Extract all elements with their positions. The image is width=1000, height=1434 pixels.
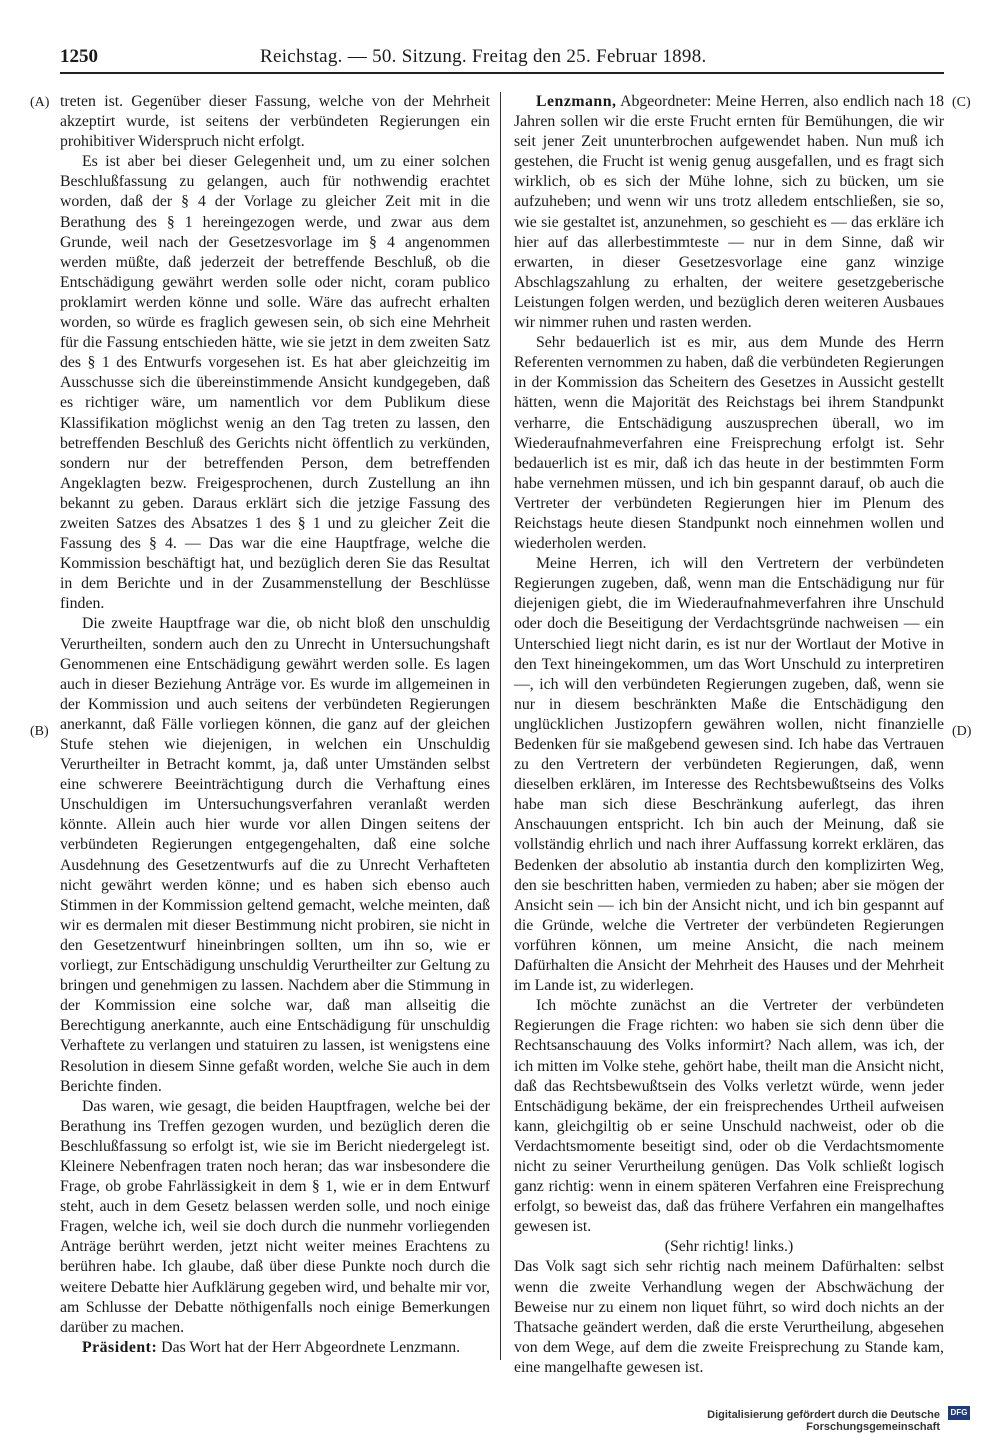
speech-intro-text: Abgeordneter: Meine Herren, also endlich nach 18 Jahren sollen wir die erste Frucht ernten für Bemühungen, die wir seit jener Zeit ununterbrochen aufgewendet haben. Nun muß ich gestehen, die Frucht ist wenig genug ausgefallen, und es fragt sich wirklich, ob es sich der Mühe lohne, sich zu bücken, um sie aufzuheben; und wenn wir uns trotz alledem entschließen, sie so, wie sie gestaltet ist, anzunehmen, so geschieht es — das erkläre ich hier auf das allerbestimmteste — nur in dem Sinne, daß wir erwarten, in dieser Gesetzesvorlage eine ganz winzige Abschlagszahlung zu erhalten, der weitere gesetzgeberische Leistungen folgen werden, und bezüglich deren weiteren Ausbaues wir nimmer ruhen und rasten werden. (514, 93, 944, 332)
paragraph: Ich möchte zunächst an die Vertreter der verbündeten Regierungen die Frage richten: wo haben sie sich denn über die Rechtsanschauung des Volks informirt? Nach allem, was ich, der ich mitten im Volke stehe, gehört habe, theilt man die Ansicht nicht, daß das Rechtsbewußtsein des Volks verletzt würde, wenn jeder Entschädigung bekäme, der ein freisprechendes Urtheil aufweisen kann, gleichgiltig ob er seine Unschuld nachweist, oder ob die Verdachtsmomente beseitigt sind, oder ob die Verdachtsmomente nicht zu seiner Verurtheilung genügen. Das Volk schließt logisch ganz richtig: wenn in einem späteren Verfahren eine Freisprechung erfolgt, so beweist das, daß das frühere Verfahren ein mangelhaftes gewesen ist. (514, 997, 944, 1236)
paragraph: Es ist aber bei dieser Gelegenheit und, um zu einer solchen Beschlußfassung zu gelangen, auch für nothwendig erachtet worden, daß der § 4 der Vorlage zu gleicher Zeit mit in die Berathung des § 1 hereingezogen werde, und zwar aus dem Grunde, weil nach der Gesetzesvorlage im § 4 angenommen werden müßte, daß jederzeit der betreffende Beschluß, ob die Entschädigung gewährt werden solle oder nicht, coram publico proklamirt werden könne und solle. Wäre das aufrecht erhalten worden, so würde es fraglich gewesen sein, ob sich eine Mehrheit für die Fassung entschieden hätte, wie sie jetzt in dem zweiten Satz des § 1 des Entwurfs vorgesehen ist. Es hat aber gleichzeitig im Ausschusse sich die übereinstimmende Ansicht kundgegeben, daß es richtiger wäre, um namentlich vor dem Publikum diese Klassifikation möglichst wenig an den Tag treten zu lassen, den betreffenden Beschluß des Gerichts nicht öffentlich zu verkünden, sondern nur der betreffenden Person, dem betreffenden Angeklagten bezw. Freigesprochenen, durch Zustellung an ihn bekannt zu geben. Daraus erklärt sich die jetzige Fassung des zweiten Satzes des Absatzes 1 des § 1 und zu gleicher Zeit die Fassung des § 4. — Das war die eine Hauptfrage, welche die Kommission beschäftigt hat, und bezüglich deren Sie das Resultat in dem Berichte und in der Zusammenstellung der Beschlüsse finden. (60, 153, 490, 613)
speaker-name: Präsident: (82, 1338, 158, 1356)
dfg-logo: DFG (948, 1406, 970, 1420)
paragraph: Die zweite Hauptfrage war die, ob nicht bloß den unschuldig Verurtheilten, sondern auch den zu Unrecht in Untersuchungshaft Genommenen eine Entschädigung gewährt werden solle. Es lagen auch in dieser Beziehung Anträge vor. Es wurde im allgemeinen in der Kommission und auch seitens der verbündeten Regierungen anerkannt, daß Fälle vorliegen können, die ganz auf der gleichen Stufe stehen wie diejenigen, in welchen ein Unschuldig Verurtheilter in Betracht kommt, ja, daß unter Umständen selbst eine schwerere Beeinträchtigung durch die Verhaftung eines Unschuldigen im Untersuchungsverfahren veranlaßt werden könnte. Allein auch hier wurde vor allen Dingen seitens der verbündeten Regierungen entgegengehalten, daß eine solche Ausdehnung des Gesetzentwurfs auf die zu Unrecht Verhafteten nicht gewährt werden könne; und es haben sich ebenso auch Stimmen in der Kommission geltend gemacht, welche meinten, daß wir es dermalen mit dieser Bestimmung nicht probiren, sie nicht in den Gesetzentwurf hineinbringen sollten, um ihn so, wie er vorliegt, zur Entschädigung unschuldig Verurtheilter zur Geltung zu bringen und genehmigen zu lassen. Nachdem aber die Stimmung in der Kommission eine solche war, daß man allseitig die Berechtigung anerkannte, auch eine Entschädigung für unschuldig Verhaftete zu verlangen und statuiren zu lassen, ist wenigstens eine Resolution in diesem Sinne gefaßt worden, welche Sie auch in dem Berichte finden. (60, 615, 490, 1095)
digitization-credit: Digitalisierung gefördert durch die Deutsche Forschungsgemeinschaft (707, 1409, 940, 1433)
paragraph: Das Volk sagt sich sehr richtig nach meinem Dafürhalten: selbst wenn die zweite Verhandlung wegen der Abschwächung der Beweise nur zu einem non liquet führt, so wird doch nichts an der Thatsache geändert werden, daß die erste Verurtheilung, abgesehen von dem Wege, auf dem die zweite Freisprechung zu Stande kam, eine mangelhafte gewesen ist. (514, 1258, 944, 1376)
paragraph: treten ist. Gegenüber dieser Fassung, welche von der Mehrheit akzeptirt wurde, ist seitens der verbündeten Regierungen ein prohibitiver Widerspruch nicht erfolgt. (60, 93, 490, 151)
speech-intro (514, 92, 944, 333)
speaker-name: Lenzmann, (536, 93, 617, 110)
column-divider (500, 92, 501, 1360)
left-column (60, 92, 490, 1362)
paragraph: Sehr bedauerlich ist es mir, aus dem Munde des Herrn Referenten vernommen zu haben, daß die verbündeten Regierungen in der Kommission das Scheitern des Gesetzes in Aussicht gestellt hätten, wenn die Majorität des Reichstags bei ihrem Standpunkt verharre, die Entschädigung auszusprechen überall, wo im Wiederaufnahmeverfahren eine Freisprechung erfolgt ist. Sehr bedauerlich ist es mir, daß ich das heute in der bestimmten Form habe vernehmen müssen, und ich bin gespannt darauf, ob auch die Vertreter der verbündeten Regierungen hier im Plenum des Reichstags heute diesen Standpunkt noch einnehmen wollen und wiederholen werden. (514, 334, 944, 553)
right-column (514, 92, 944, 1376)
president-paragraph (60, 1338, 490, 1358)
page-number: 1250 (60, 46, 98, 67)
margin-mark-c: (C) (952, 95, 971, 110)
paragraph: Meine Herren, ich will den Vertretern der verbündeten Regierungen zugeben, daß, wenn man die Entschädigung nur für diejenigen giebt, die im Wiederaufnahmeverfahren ihre Unschuld oder doch die Beseitigung der Verdachtsgründe nachweisen — ein Unterschied liegt nicht darin, es ist nur der Wortlaut der Motive in den Text hineingekommen, um das Wort Unschuld zu interpretiren —, ich will den verbündeten Regierungen zugeben, daß, wenn sie nur in diesem beschränkten Maße die Entschädigung den unglücklichen Justizopfern gewähren wollen, nicht finanzielle Bedenken für sie maßgebend gewesen sind. Ich habe das Vertrauen zu den Vertretern der verbündeten Regierungen, daß, wenn dieselben erklären, im Interesse des Rechtsbewußtseins des Volks habe man sich diese Beschränkung auferlegt, das ihren Anschauungen entspricht. Ich bin auch der Meinung, daß sie vollständig ehrlich und nach ihrer Auffassung korrekt erklären, das Bedenken der absolutio ab instantia durch den komplizirten Weg, den sie beschritten haben, vermieden zu haben; aber sie mögen der Ansicht sein — ich bin der Ansicht nicht, und ich bin gespannt auf die Gründe, welche die Vertreter der verbündeten Regierungen vorführen können, um meine Ansicht, die nach meinem Dafürhalten die Ansicht der Mehrheit des Hauses und der Mehrheit im Lande ist, zu widerlegen. (514, 555, 944, 995)
president-text: Das Wort hat der Herr Abgeordnete Lenzmann. (161, 1338, 461, 1356)
interjection: (Sehr richtig! links.) (664, 1238, 794, 1256)
margin-mark-d: (D) (952, 724, 972, 739)
running-title: Reichstag. — 50. Sitzung. Freitag den 25. Februar 1898. (260, 46, 707, 67)
page-header (60, 44, 944, 74)
margin-mark-a: (A) (30, 95, 50, 110)
margin-mark-b: (B) (30, 724, 49, 739)
paragraph: Das waren, wie gesagt, die beiden Hauptfragen, welche bei der Berathung ins Treffen gezogen wurden, und bezüglich deren die Beschlußfassung so erfolgt ist, wie sie im Bericht niedergelegt ist. Kleinere Nebenfragen traten noch heran; das war insbesondere die Frage, ob grobe Fahrlässigkeit in dem § 1, wie er in dem Entwurf steht, auch in dem Gesetz belassen werden solle, und noch einige Fragen, welche ich, weil sie doch durch die nunmehr vorliegenden Anträge berührt werden, jetzt nicht weiter meines Erachtens zu berühren habe. Ich glaube, daß über diese Punkte noch durch die weitere Debatte hier Aufklärung gegeben wird, und behalte mir vor, am Schlusse der Debatte nöthigenfalls noch einige Bemerkungen darüber zu machen. (60, 1097, 490, 1336)
